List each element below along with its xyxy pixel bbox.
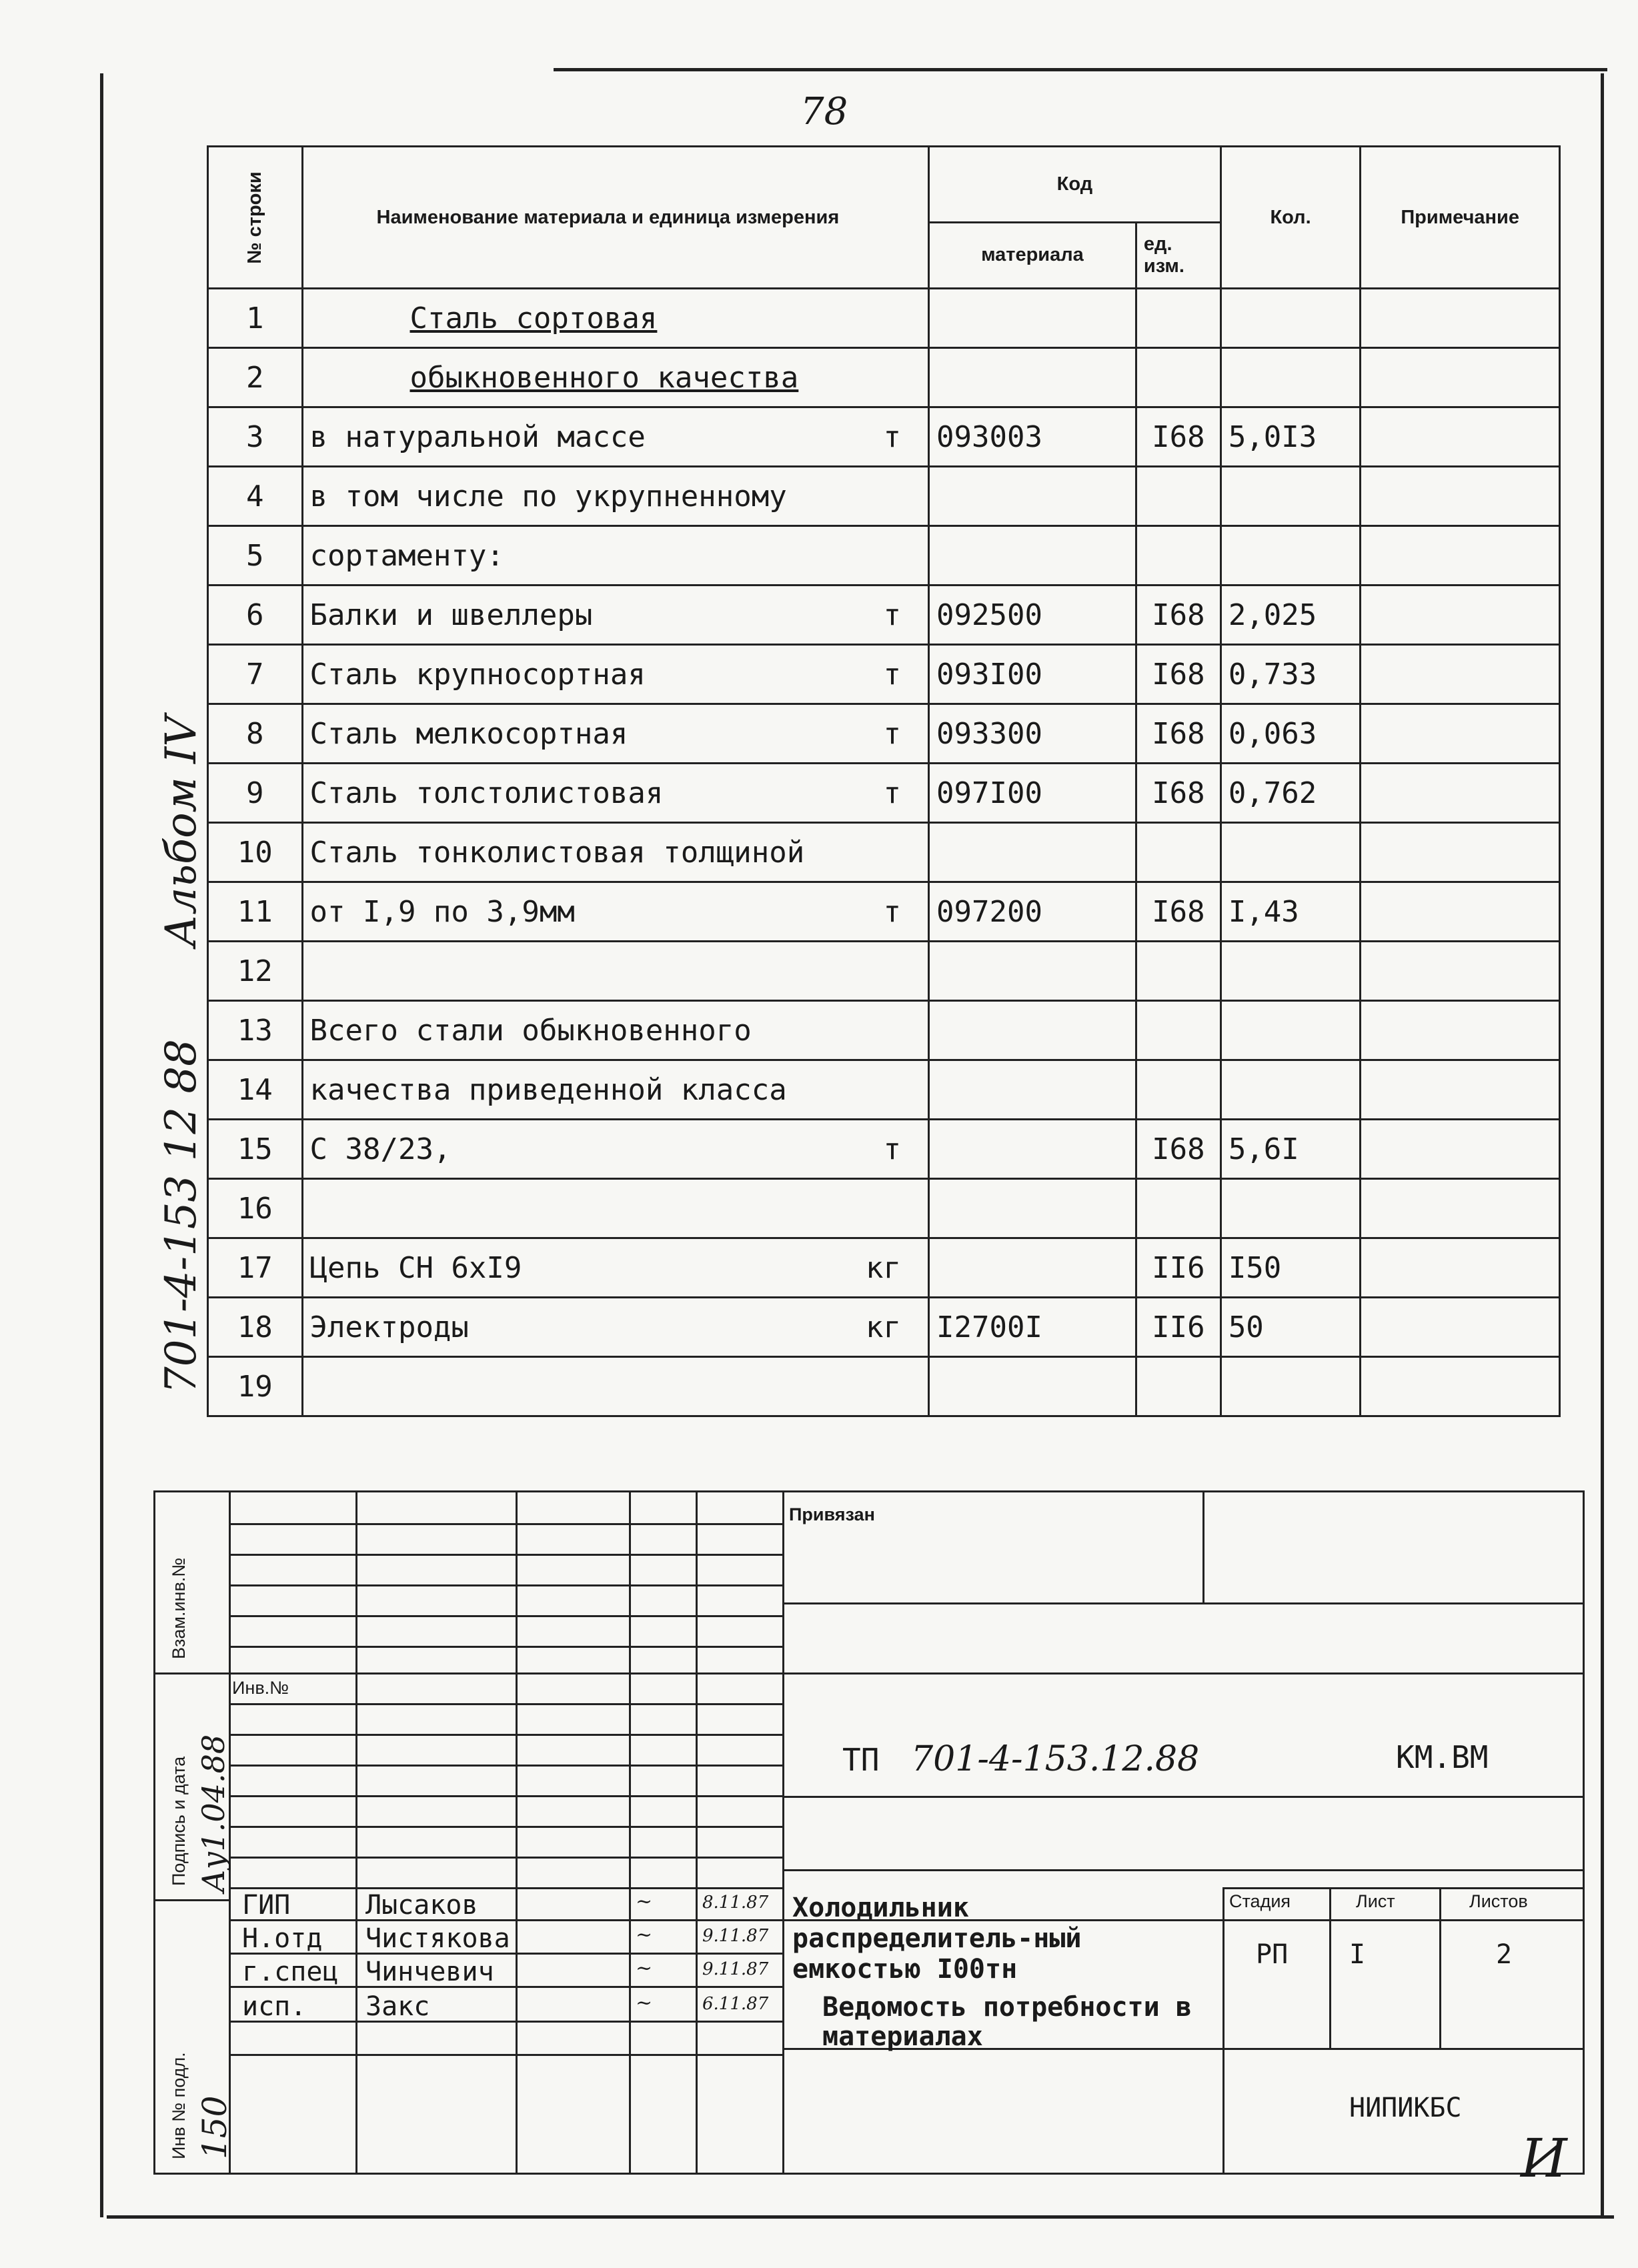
unit-code (1136, 1179, 1220, 1238)
table-row (208, 1357, 1560, 1416)
material-name (302, 645, 929, 704)
note-header: Примечание (1361, 147, 1560, 289)
inv-podl-label: Инв № подл. (169, 2052, 189, 2159)
row-number: 17 (208, 1238, 303, 1298)
table-row (208, 348, 1560, 407)
unit-code (1136, 1060, 1220, 1120)
corner-mark: И (1521, 2127, 1567, 2189)
table-row (208, 1298, 1560, 1357)
album-label: Альбом IV (157, 716, 206, 947)
doc-code-handwritten: 701-4-153.12.88 (911, 1739, 1200, 1779)
table-row (208, 764, 1560, 823)
material-code (929, 1357, 1136, 1416)
quantity: 0,762 (1220, 764, 1361, 823)
row-number: 12 (208, 942, 303, 1001)
signer-name: Лысаков (365, 1890, 478, 1921)
table-row (208, 704, 1560, 764)
material-code (929, 942, 1136, 1001)
note (1361, 526, 1560, 586)
measure-unit: кг (866, 1250, 901, 1285)
material-code (929, 526, 1136, 586)
sheets-label: Листов (1469, 1891, 1528, 1911)
signer-date: 8.11.87 (702, 1893, 769, 1913)
row-number: 9 (208, 764, 303, 823)
unit-code: I68 (1136, 407, 1220, 467)
quantity: 5,0I3 (1220, 407, 1361, 467)
note (1361, 882, 1560, 942)
zam-label: Взам.инв.№ (169, 1557, 189, 1659)
table-row (208, 645, 1560, 704)
measure-unit: кг (866, 1310, 901, 1344)
material-code: 097I00 (929, 764, 1136, 823)
sheet-value: I (1349, 1939, 1366, 1970)
unit-code (1136, 526, 1220, 586)
material-code: I2700I (929, 1298, 1136, 1357)
signature-date-handwritten: Ау1.04.88 (195, 1734, 231, 1893)
note (1361, 1298, 1560, 1357)
quantity: I,43 (1220, 882, 1361, 942)
note (1361, 1238, 1560, 1298)
code-header: Код (929, 147, 1221, 223)
material-name-text: Сталь толстолистовая (309, 776, 664, 810)
quantity (1220, 1001, 1361, 1060)
note (1361, 1357, 1560, 1416)
table-row (208, 823, 1560, 882)
material-name (302, 526, 929, 586)
row-number: 5 (208, 526, 303, 586)
quantity: 0,733 (1220, 645, 1361, 704)
material-name-text: сортаменту: (309, 538, 504, 573)
quantity (1220, 348, 1361, 407)
quantity: 50 (1220, 1298, 1361, 1357)
table-row (208, 586, 1560, 645)
material-code (929, 348, 1136, 407)
material-code: 092500 (929, 586, 1136, 645)
signer-name: Чинчевич (365, 1957, 494, 1987)
row-number: 15 (208, 1120, 303, 1179)
row-number: 16 (208, 1179, 303, 1238)
name-header: Наименование материала и единица измерения (302, 147, 929, 289)
row-number: 7 (208, 645, 303, 704)
material-name (302, 1298, 929, 1357)
quantity: 0,063 (1220, 704, 1361, 764)
signer-date: 6.11.87 (702, 1994, 769, 2014)
note (1361, 348, 1560, 407)
row-number: 10 (208, 823, 303, 882)
sheet-title: Ведомость потребности в материалах (822, 1992, 1192, 2052)
material-name (302, 467, 929, 526)
material-name-text: Сталь тонколистовая толщиной (309, 835, 805, 870)
material-code (929, 1120, 1136, 1179)
doc-mark: КМ.ВМ (1396, 1739, 1489, 1775)
doc-code (842, 1739, 1199, 1779)
row-number: 6 (208, 586, 303, 645)
table-row (208, 1120, 1560, 1179)
material-name-text: Балки и швеллеры (309, 598, 593, 632)
material-code (929, 1238, 1136, 1298)
table-row (208, 467, 1560, 526)
unit-code (1136, 942, 1220, 1001)
row-number: 18 (208, 1298, 303, 1357)
table-row (208, 1060, 1560, 1120)
unit-code: I68 (1136, 704, 1220, 764)
unit-code: II6 (1136, 1238, 1220, 1298)
material-name-text: Цепь СН 6хI9 (309, 1250, 522, 1285)
note (1361, 704, 1560, 764)
unit-code: I68 (1136, 882, 1220, 942)
row-number: 14 (208, 1060, 303, 1120)
note (1361, 764, 1560, 823)
signature: ~ (636, 1923, 653, 1947)
sheet-label: Лист (1356, 1891, 1395, 1911)
note (1361, 1060, 1560, 1120)
measure-unit: т (883, 657, 901, 692)
unit-code: I68 (1136, 1120, 1220, 1179)
material-name (302, 407, 929, 467)
stage-value: РП (1256, 1939, 1289, 1970)
unit-code: I68 (1136, 645, 1220, 704)
quantity (1220, 1179, 1361, 1238)
quantity (1220, 823, 1361, 882)
note (1361, 1179, 1560, 1238)
materials-table (207, 145, 1561, 1417)
measure-unit: т (883, 419, 901, 454)
material-name (302, 586, 929, 645)
privyazan-label: Привязан (789, 1504, 875, 1524)
measure-unit: т (883, 716, 901, 751)
signer-role: г.спец (242, 1957, 339, 1987)
material-name-text: обыкновенного качества (410, 360, 799, 395)
unit-code (1136, 348, 1220, 407)
unit-code (1136, 467, 1220, 526)
signer-date: 9.11.87 (702, 1926, 769, 1946)
measure-unit: т (883, 1132, 901, 1166)
quantity (1220, 289, 1361, 348)
signer-name: Закс (365, 1991, 430, 2022)
signature: ~ (636, 1991, 653, 2015)
unit-code: I68 (1136, 764, 1220, 823)
qty-header: Кол. (1220, 147, 1361, 289)
material-code (929, 1001, 1136, 1060)
material-code (929, 289, 1136, 348)
quantity (1220, 467, 1361, 526)
table-row (208, 1179, 1560, 1238)
row-number: 8 (208, 704, 303, 764)
quantity: 2,025 (1220, 586, 1361, 645)
table-row (208, 526, 1560, 586)
material-code: 093300 (929, 704, 1136, 764)
signature: ~ (636, 1957, 653, 1980)
material-name (302, 704, 929, 764)
table-row (208, 407, 1560, 467)
note (1361, 823, 1560, 882)
project-code-side: 701-4-153 12 88 (157, 1039, 206, 1394)
unit-code (1136, 823, 1220, 882)
material-name-text: от I,9 по 3,9мм (309, 894, 575, 929)
material-name-text: Сталь сортовая (410, 301, 658, 335)
quantity (1220, 526, 1361, 586)
organization: НИПИКБС (1349, 2093, 1462, 2123)
material-name (302, 1179, 929, 1238)
measure-unit: т (883, 776, 901, 810)
material-name (302, 289, 929, 348)
signer-name: Чистякова (365, 1923, 510, 1954)
row-number: 4 (208, 467, 303, 526)
material-code (929, 1179, 1136, 1238)
measure-unit: т (883, 894, 901, 929)
material-name-text: в том числе по укрупненному (309, 479, 787, 513)
material-name-text: С 38/23, (309, 1132, 452, 1166)
signer-role: ГИП (242, 1890, 291, 1921)
material-name-text: в натуральной массе (309, 419, 646, 454)
quantity (1220, 1060, 1361, 1120)
material-name (302, 1357, 929, 1416)
material-code-header: материала (929, 222, 1136, 288)
signer-role: Н.отд (242, 1923, 323, 1954)
quantity: 5,6I (1220, 1120, 1361, 1179)
object-title: Холодильник распределитель-ный емкостью I00тн (792, 1893, 1082, 1985)
material-name-text: Всего стали обыкновенного (309, 1013, 752, 1048)
material-code (929, 467, 1136, 526)
table-row (208, 882, 1560, 942)
signer-date: 9.11.87 (702, 1959, 769, 1979)
row-number: 13 (208, 1001, 303, 1060)
row-number: 19 (208, 1357, 303, 1416)
unit-code-header: ед. изм. (1136, 222, 1220, 288)
note (1361, 289, 1560, 348)
signer-role: исп. (242, 1991, 307, 2022)
podpis-label: Подпись и дата (169, 1756, 189, 1886)
material-code: 097200 (929, 882, 1136, 942)
inventory-label: Инв.№ (232, 1678, 289, 1698)
quantity (1220, 942, 1361, 1001)
material-name (302, 348, 929, 407)
row-number: 3 (208, 407, 303, 467)
sheets-value: 2 (1496, 1939, 1513, 1970)
note (1361, 1120, 1560, 1179)
material-name (302, 1238, 929, 1298)
row-number: 1 (208, 289, 303, 348)
note (1361, 467, 1560, 526)
table-row (208, 1238, 1560, 1298)
note (1361, 942, 1560, 1001)
material-name-text: качества приведенной класса (309, 1072, 787, 1107)
table-row (208, 289, 1560, 348)
quantity (1220, 1357, 1361, 1416)
material-name-text: Сталь крупносортная (309, 657, 646, 692)
measure-unit: т (883, 598, 901, 632)
note (1361, 1001, 1560, 1060)
row-number: 2 (208, 348, 303, 407)
unit-code: I68 (1136, 586, 1220, 645)
unit-code: II6 (1136, 1298, 1220, 1357)
stage-label: Стадия (1229, 1891, 1291, 1911)
row-number: 11 (208, 882, 303, 942)
material-name-text: Сталь мелкосортная (309, 716, 628, 751)
quantity: I50 (1220, 1238, 1361, 1298)
row-number-header: № строки (208, 147, 303, 289)
note (1361, 645, 1560, 704)
material-name (302, 823, 929, 882)
material-name (302, 942, 929, 1001)
material-name (302, 764, 929, 823)
doc-code-prefix: ТП (842, 1742, 880, 1778)
unit-code (1136, 1001, 1220, 1060)
title-block (153, 1490, 1585, 2175)
table-row (208, 942, 1560, 1001)
material-name (302, 1120, 929, 1179)
material-code: 093I00 (929, 645, 1136, 704)
material-name-text: Электроды (309, 1310, 469, 1344)
page-number: 78 (800, 90, 848, 133)
unit-code (1136, 1357, 1220, 1416)
note (1361, 586, 1560, 645)
material-name (302, 1060, 929, 1120)
material-code (929, 1060, 1136, 1120)
table-row (208, 1001, 1560, 1060)
material-code: 093003 (929, 407, 1136, 467)
inventory-number-handwritten: 150 (195, 2095, 234, 2159)
material-name (302, 1001, 929, 1060)
material-code (929, 823, 1136, 882)
unit-code (1136, 289, 1220, 348)
signature: ~ (636, 1890, 653, 1913)
material-name (302, 882, 929, 942)
note (1361, 407, 1560, 467)
